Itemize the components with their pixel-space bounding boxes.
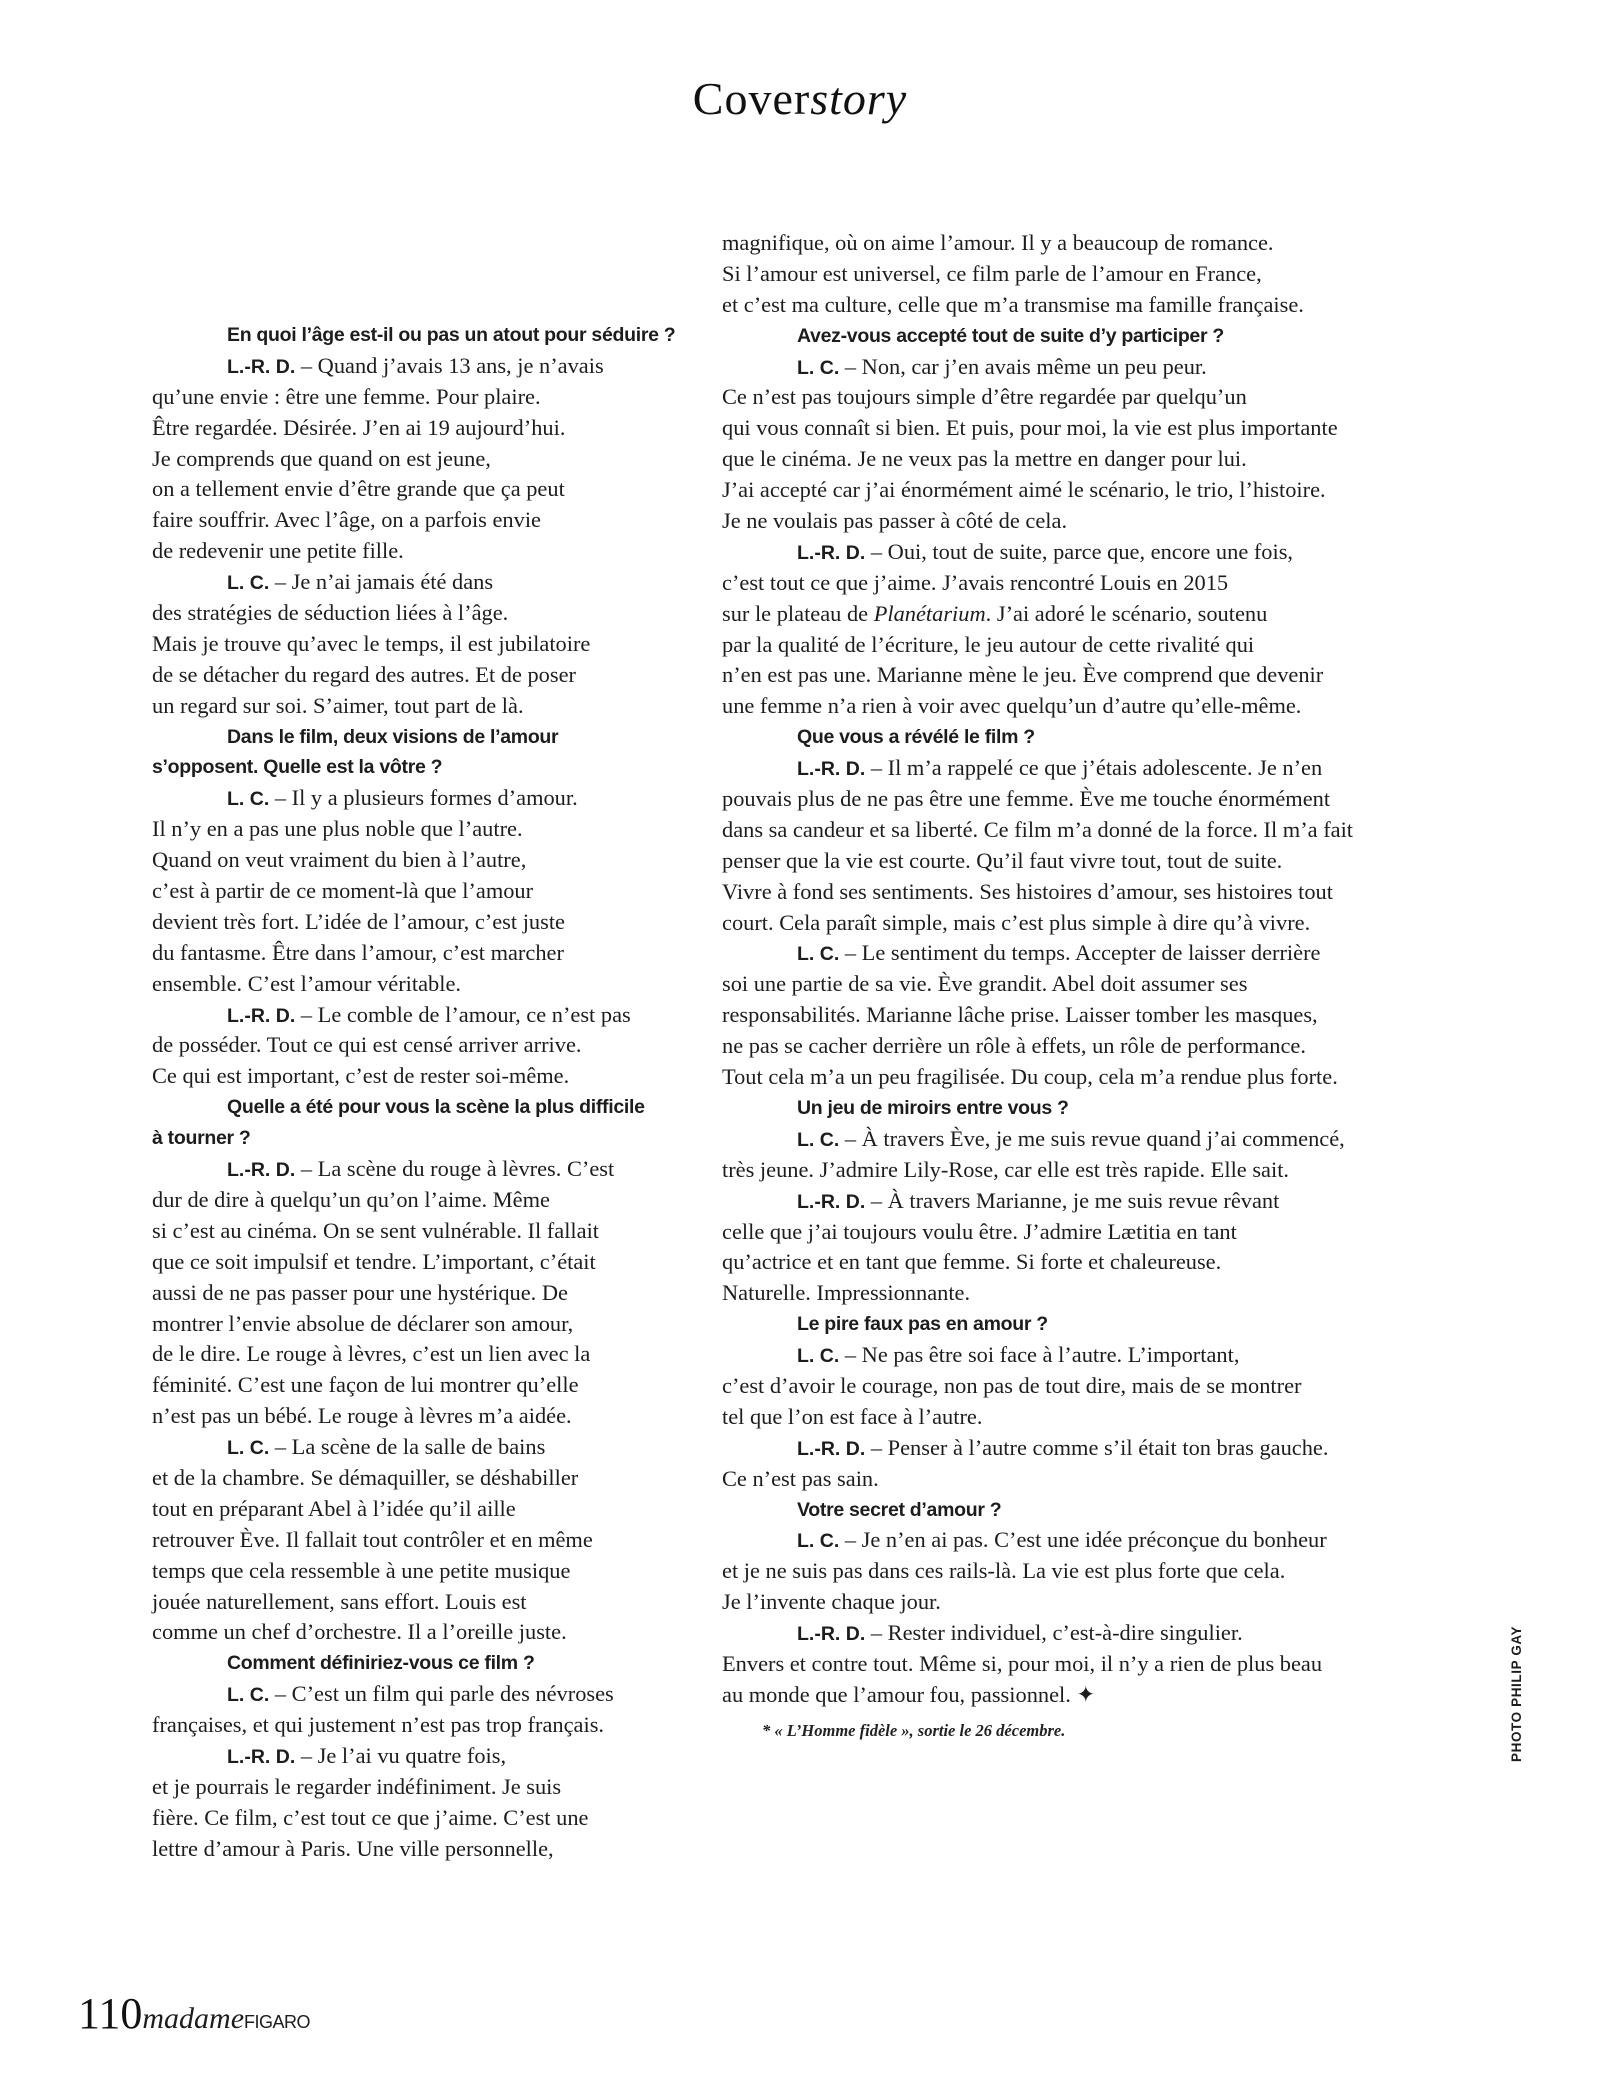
body-line: de redevenir une petite fille. — [152, 538, 404, 564]
body-line: pouvais plus de ne pas être une femme. Ève me touche énormément — [722, 786, 1331, 812]
body-line: lettre d’amour à Paris. Une ville personnelle, — [152, 1835, 554, 1861]
body-line: Quand on veut vraiment du bien à l’autre, — [152, 847, 527, 873]
question-line: Dans le film, deux visions de l’amour — [227, 725, 559, 748]
answer-text: – La scène du rouge à lèvres. C’est — [300, 1156, 615, 1182]
question-line: à tourner ? — [152, 1127, 251, 1150]
body-line: tout en préparant Abel à l’idée qu’il aille — [152, 1495, 516, 1521]
body-line: et je pourrais le regarder indéfiniment. Je suis — [152, 1773, 562, 1799]
body-line: ne pas se cacher derrière un rôle à effets, un rôle de performance. — [722, 1033, 1306, 1059]
answer-text: – Non, car j’en avais même un peu peur. — [844, 353, 1207, 379]
question-line: s’opposent. Quelle est la vôtre ? — [152, 756, 443, 779]
body-line: penser que la vie est courte. Qu’il faut vivre tout, tout de suite. — [722, 847, 1283, 873]
answer-text: – Oui, tout de suite, parce que, encore une fois, — [870, 538, 1294, 564]
text-column-right — [722, 228, 1422, 1711]
answer-text: – Penser à l’autre comme s’il était ton bras gauche. — [870, 1434, 1329, 1460]
body-line: tel que l’on est face à l’autre. — [722, 1403, 983, 1429]
body-line: de le dire. Le rouge à lèvres, c’est un lien avec la — [152, 1341, 591, 1367]
answer-line — [152, 1154, 672, 1185]
body-line: au monde que l’amour fou, passionnel. ✦ — [722, 1681, 1096, 1707]
body-text: . J’ai adoré le scénario, soutenu — [985, 600, 1268, 626]
body-line: et c’est ma culture, celle que m’a transmise ma famille française. — [722, 291, 1304, 317]
body-line: et de la chambre. Se démaquiller, se déshabiller — [152, 1464, 579, 1490]
answer-line — [152, 567, 672, 598]
body-line: qu’actrice et en tant que femme. Si forte et chaleureuse. — [722, 1249, 1222, 1275]
answer-text: – Ne pas être soi face à l’autre. L’important, — [844, 1342, 1240, 1368]
answer-text: – Je n’ai jamais été dans — [274, 569, 494, 595]
body-line: c’est tout ce que j’aime. J’avais rencontré Louis en 2015 — [722, 569, 1229, 595]
body-line: qui vous connaît si bien. Et puis, pour moi, la vie est plus importante — [722, 415, 1338, 441]
body-line: Ce n’est pas sain. — [722, 1465, 879, 1491]
body-line: comme un chef d’orchestre. Il a l’oreille juste. — [152, 1619, 567, 1645]
answer-text: – Il m’a rappelé ce que j’étais adolescente. Je n’en — [870, 755, 1323, 781]
footnote: * « L’Homme fidèle », sortie le 26 décembre. — [762, 1721, 1066, 1740]
page-folio — [78, 1988, 310, 2039]
body-line: que ce soit impulsif et tendre. L’important, c’était — [152, 1248, 596, 1274]
body-line: ensemble. C’est l’amour véritable. — [152, 970, 462, 996]
body-line: dur de dire à quelqu’un qu’on l’aime. Même — [152, 1186, 550, 1212]
body-line: on a tellement envie d’être grande que ça peut — [152, 476, 565, 502]
answer-text: – À travers Ève, je me suis revue quand j’ai commencé, — [844, 1125, 1345, 1151]
body-line: et je ne suis pas dans ces rails-là. La vie est plus forte que cela. — [722, 1558, 1286, 1584]
body-line: si c’est au cinéma. On se sent vulnérable. Il fallait — [152, 1217, 600, 1243]
question-line: Votre secret d’amour ? — [797, 1498, 1002, 1521]
body-line: féminité. C’est une façon de lui montrer qu’elle — [152, 1372, 579, 1398]
answer-line — [722, 352, 1422, 383]
answer-line — [722, 1186, 1422, 1217]
body-line: Mais je trouve qu’avec le temps, il est jubilatoire — [152, 630, 591, 656]
body-line: celle que j’ai toujours voulu être. J’admire Lætitia en tant — [722, 1218, 1237, 1244]
question-line: Un jeu de miroirs entre vous ? — [797, 1096, 1069, 1119]
speaker-initials: L. C. — [797, 356, 840, 379]
body-line: soi une partie de sa vie. Ève grandit. Abel doit assumer ses — [722, 971, 1248, 997]
body-line: Je l’invente chaque jour. — [722, 1589, 941, 1615]
answer-line — [722, 938, 1422, 969]
question-line: Que vous a révélé le film ? — [797, 726, 1035, 749]
answer-text: – Quand j’avais 13 ans, je n’avais — [300, 352, 604, 378]
body-line: c’est d’avoir le courage, non pas de tout dire, mais de se montrer — [722, 1372, 1302, 1398]
body-line — [722, 599, 1422, 630]
answer-text: – Le sentiment du temps. Accepter de laisser derrière — [844, 940, 1321, 966]
body-line: un regard sur soi. S’aimer, tout part de là. — [152, 692, 524, 718]
body-line: Envers et contre tout. Même si, pour moi, il n’y a rien de plus beau — [722, 1650, 1323, 1676]
body-line: montrer l’envie absolue de déclarer son amour, — [152, 1310, 574, 1336]
speaker-initials: L.-R. D. — [227, 1004, 296, 1027]
answer-text: – Il y a plusieurs formes d’amour. — [274, 785, 578, 811]
body-line: dans sa candeur et sa liberté. Ce film m’a donné de la force. Il m’a fait — [722, 816, 1354, 842]
body-line: retrouver Ève. Il fallait tout contrôler et en même — [152, 1526, 593, 1552]
body-text: sur le plateau de — [722, 600, 874, 626]
body-line: des stratégies de séduction liées à l’âge. — [152, 600, 509, 626]
body-line: fière. Ce film, c’est tout ce que j’aime. C’est une — [152, 1804, 589, 1830]
answer-text: – La scène de la salle de bains — [274, 1434, 546, 1460]
body-line: J’ai accepté car j’ai énormément aimé le scénario, le trio, l’histoire. — [722, 477, 1326, 503]
speaker-initials: L. C. — [797, 1128, 840, 1151]
question-line: Avez-vous accepté tout de suite d’y participer ? — [797, 324, 1224, 347]
answer-line — [152, 783, 672, 814]
speaker-initials: L. C. — [797, 1530, 840, 1553]
body-line: Je ne voulais pas passer à côté de cela. — [722, 508, 1068, 534]
body-line: Naturelle. Impressionnante. — [722, 1280, 971, 1306]
answer-line — [152, 351, 672, 382]
answer-line — [152, 1679, 672, 1710]
photo-credit: PHOTO PHILIP GAY — [1509, 1625, 1524, 1762]
question-line: Le pire faux pas en amour ? — [797, 1313, 1048, 1336]
speaker-initials: L. C. — [797, 1345, 840, 1368]
magazine-brand: FIGARO — [244, 2012, 311, 2032]
body-line: Ce qui est important, c’est de rester soi-même. — [152, 1063, 570, 1089]
page-number: 110 — [78, 1989, 143, 2038]
answer-line — [722, 1525, 1422, 1556]
speaker-initials: L.-R. D. — [227, 1745, 296, 1768]
answer-line — [722, 753, 1422, 784]
body-line: Si l’amour est universel, ce film parle de l’amour en France, — [722, 260, 1262, 286]
speaker-initials: L.-R. D. — [797, 758, 866, 781]
body-line: responsabilités. Marianne lâche prise. Laisser tomber les masques, — [722, 1002, 1318, 1028]
answer-line — [152, 1741, 672, 1772]
answer-line — [722, 1618, 1422, 1649]
answer-text: – C’est un film qui parle des névroses — [274, 1681, 614, 1707]
answer-line — [722, 1340, 1422, 1371]
body-line: Tout cela m’a un peu fragilisée. Du coup, cela m’a rendue plus forte. — [722, 1064, 1338, 1090]
speaker-initials: L.-R. D. — [797, 1190, 866, 1213]
body-line: que le cinéma. Je ne veux pas la mettre en danger pour lui. — [722, 446, 1247, 472]
speaker-initials: L.-R. D. — [227, 355, 296, 378]
answer-text: – Je n’en ai pas. C’est une idée préconçue du bonheur — [844, 1527, 1327, 1553]
speaker-initials: L.-R. D. — [227, 1159, 296, 1182]
speaker-initials: L.-R. D. — [797, 541, 866, 564]
answer-line — [722, 537, 1422, 568]
body-line: très jeune. J’admire Lily-Rose, car elle est très rapide. Elle sait. — [722, 1156, 1290, 1182]
answer-line — [152, 1000, 672, 1031]
speaker-initials: L.-R. D. — [797, 1437, 866, 1460]
text-column-left — [152, 320, 676, 1865]
question-line: Comment définiriez-vous ce film ? — [227, 1652, 535, 1675]
film-title: Planétarium — [873, 600, 986, 626]
body-line: Ce n’est pas toujours simple d’être regardée par quelqu’un — [722, 384, 1247, 410]
body-line: aussi de ne pas passer pour une hystérique. De — [152, 1279, 568, 1305]
section-title-story: story — [810, 73, 908, 124]
answer-text: – Je l’ai vu quatre fois, — [300, 1742, 507, 1768]
body-line: temps que cela ressemble à une petite musique — [152, 1557, 571, 1583]
answer-text: – À travers Marianne, je me suis revue rêvant — [870, 1187, 1280, 1213]
answer-text: – Le comble de l’amour, ce n’est pas — [300, 1001, 631, 1027]
section-header — [0, 72, 1600, 125]
body-line: c’est à partir de ce moment-là que l’amour — [152, 878, 534, 904]
body-line: Vivre à fond ses sentiments. Ses histoires d’amour, ses histoires tout — [722, 878, 1333, 904]
question-line: Quelle a été pour vous la scène la plus difficile — [227, 1096, 645, 1119]
body-line: magnifique, où on aime l’amour. Il y a beaucoup de romance. — [722, 230, 1274, 255]
question-line: En quoi l’âge est-il ou pas un atout pour séduire ? — [227, 324, 676, 346]
body-line: jouée naturellement, sans effort. Louis est — [152, 1588, 527, 1614]
body-line: faire souffrir. Avec l’âge, on a parfois envie — [152, 507, 541, 533]
section-title-cover: Cover — [692, 73, 811, 124]
body-line: du fantasme. Être dans l’amour, c’est marcher — [152, 939, 564, 965]
body-line: Il n’y en a pas une plus noble que l’autre. — [152, 816, 523, 842]
answer-line — [152, 1432, 672, 1463]
body-line: françaises, et qui justement n’est pas trop français. — [152, 1712, 605, 1738]
speaker-initials: L. C. — [227, 572, 270, 595]
body-line: de posséder. Tout ce qui est censé arriver arrive. — [152, 1032, 582, 1058]
body-line: devient très fort. L’idée de l’amour, c’est juste — [152, 908, 565, 934]
magazine-name: madame — [142, 2002, 245, 2035]
body-line: n’est pas un bébé. Le rouge à lèvres m’a aidée. — [152, 1403, 572, 1429]
speaker-initials: L. C. — [227, 788, 270, 811]
body-line: par la qualité de l’écriture, le jeu autour de cette rivalité qui — [722, 631, 1255, 657]
speaker-initials: L. C. — [227, 1684, 270, 1707]
body-line: qu’une envie : être une femme. Pour plaire. — [152, 383, 541, 409]
answer-line — [722, 1433, 1422, 1464]
body-line: de se détacher du regard des autres. Et de poser — [152, 661, 576, 687]
answer-line — [722, 1124, 1422, 1155]
body-line: Je comprends que quand on est jeune, — [152, 445, 491, 471]
body-line: Être regardée. Désirée. J’en ai 19 aujourd’hui. — [152, 414, 566, 440]
speaker-initials: L. C. — [227, 1437, 270, 1460]
body-line: court. Cela paraît simple, mais c’est plus simple à dire qu’à vivre. — [722, 909, 1311, 935]
body-line: n’en est pas une. Marianne mène le jeu. Ève comprend que devenir — [722, 662, 1324, 688]
speaker-initials: L.-R. D. — [797, 1623, 866, 1646]
body-line: une femme n’a rien à voir avec quelqu’un d’autre qu’elle-même. — [722, 693, 1302, 719]
speaker-initials: L. C. — [797, 943, 840, 966]
answer-text: – Rester individuel, c’est-à-dire singulier. — [870, 1620, 1243, 1646]
